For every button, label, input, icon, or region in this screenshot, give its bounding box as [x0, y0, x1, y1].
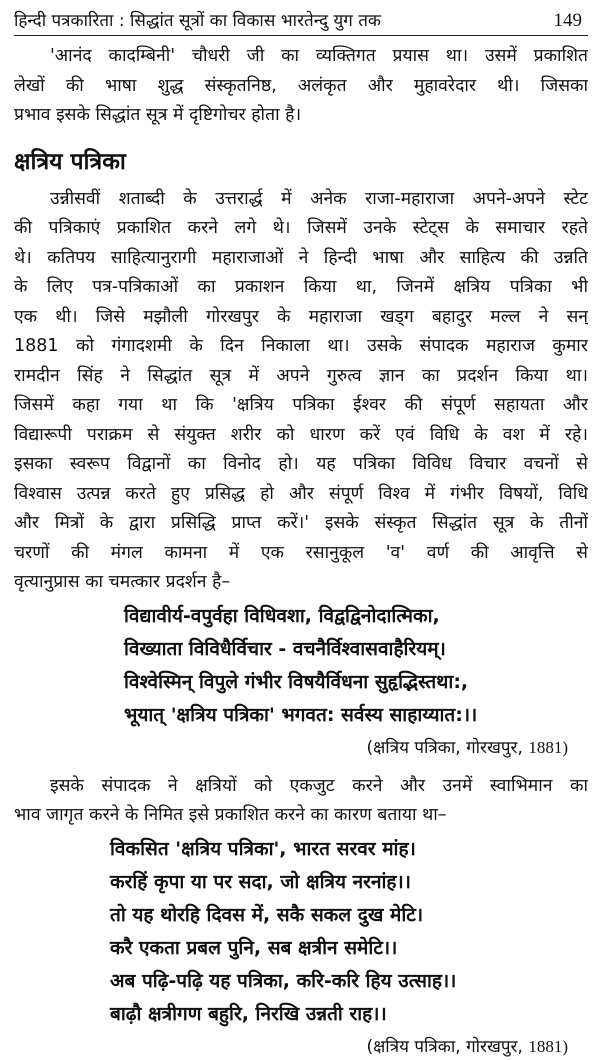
text-line: प्रभाव इसके सिद्धांत सूत्र में दृष्टिगोचर होता है।: [14, 105, 302, 125]
citation-source: (क्षत्रिय पत्रिका, गोरखपुर,: [366, 1036, 523, 1057]
verse-line: भूयात् 'क्षत्रिय पत्रिका' भगवत: सर्वस्य साहाय्यात:।।: [124, 703, 478, 726]
section-heading: क्षत्रिय पत्रिका: [14, 148, 126, 175]
text-line: की पत्रिकाएं प्रकाशित करने लगे थे। जिसमें उनके स्टेट्स के समाचार रहते: [14, 218, 588, 238]
verse-line: करहिं कृपा या पर सदा, जो क्षत्रिय नरनांह।।: [110, 870, 411, 893]
text-line: 1881 को गंगादशमी के दिन निकाला था। उसके संपादक महाराज कुमार: [14, 336, 588, 356]
hindi-verse: [110, 833, 588, 1031]
text-line: विद्यारूपी पराक्रम से संयुक्त शरीर को धारण करें एवं विधि के वश में रहे।: [14, 424, 588, 445]
text-line: 'आनंद कादम्बिनी' चौधरी जी का व्यक्तिगत प्रयास था। उसमें प्रकाशित: [50, 46, 588, 66]
text-line: चरणों की मंगल कामना में एक रसानुकूल 'व' वर्ण की आवृत्ति से: [14, 542, 588, 563]
text-line: एक थी। जिसे मझौली गोरखपुर के महाराजा खड्ग बहादुर मल्ल ने सन्: [14, 306, 588, 327]
text-line: लेखों की भाषा शुद्ध संस्कृतनिष्ठ, अलंकृत और मुहावरेदार थी। जिसका: [14, 75, 588, 96]
verse-line: करै एकता प्रबल पुनि, सब क्षत्रीन समेटि।।: [110, 936, 398, 959]
verse-line: बाढ़ौ क्षत्रीगण बहुरि, निरखि उन्नती राह।।: [110, 1002, 387, 1025]
page-number: 149: [553, 10, 582, 31]
running-title: हिन्दी पत्रकारिता : सिद्धांत सूत्रों का विकास भारतेन्दु युग तक: [14, 11, 381, 31]
verse-line: अब पढ़ि-पढ़ि यह पत्रिका, करि-करि हिय उत्साह।।: [110, 969, 457, 992]
text-line: भाव जागृत करने के निमित इसे प्रकाशित करने का कारण बताया था–: [14, 805, 447, 825]
intro-paragraph: [14, 42, 588, 131]
text-line: वृत्यानुप्रास का चमत्कार प्रदर्शन है–: [14, 572, 231, 592]
running-header: [14, 10, 588, 36]
verse-line: विख्याता विविधैर्विचार - वचनैर्विश्वासवाहैरियम्।: [124, 637, 446, 660]
text-line: विश्वास उत्पन्न करते हुए प्रसिद्ध हो और संपूर्ण विश्व में गंभीर विषयों, विधि: [14, 483, 588, 504]
text-line: थे। कतिपय साहित्यानुरागी महाराजाओं ने हिन्दी भाषा और साहित्य की उन्नति: [14, 247, 588, 268]
verse-citation: [14, 734, 588, 762]
text-line: इसके संपादक ने क्षत्रियों को एकजुट करने और उनमें स्वाभिमान का: [50, 775, 588, 796]
text-line: उन्नीसवीं शताब्दी के उत्तरार्द्ध में अनेक राजा-महाराजा अपने-अपने स्टेट: [50, 188, 588, 209]
text-line: जिसमें कहा गया था कि 'क्षत्रिय पत्रिका ईश्वर की संपूर्ण सहायता और: [14, 395, 588, 415]
citation-year: 1881): [528, 1036, 568, 1056]
text-line: और मित्रों के द्वारा प्रसिद्धि प्राप्त करें।' इसके संस्कृत सिद्धांत सूत्र के तीनों: [14, 513, 588, 533]
second-paragraph: [14, 772, 588, 831]
text-line: के लिए पत्र-पत्रिकाओं का प्रकाशन किया था, जिनमें क्षत्रिय पत्रिका भी: [14, 277, 588, 297]
verse-line: तो यह थोरहि दिवस में, सकै सकल दुख मेटि।: [110, 903, 424, 926]
verse-line: विद्यावीर्य-वपुर्वहा विधिवशा, विद्वद्विनोदात्मिका,: [124, 604, 440, 627]
main-paragraph: [14, 185, 588, 598]
sanskrit-verse: [124, 600, 588, 732]
verse-line: विकसित 'क्षत्रिय पत्रिका', भारत सरवर मांह।: [110, 837, 416, 860]
text-line: इसका स्वरूप विद्वानों का विनोद हो। यह पत्रिका विविध विचार वचनों से: [14, 454, 588, 474]
verse-citation: [14, 1033, 588, 1061]
verse-line: विश्वेस्मिन् विपुले गंभीर विषयैर्विधना सुहृद्भिस्तथा:,: [124, 670, 469, 693]
text-line: रामदीन सिंह ने सिद्धांत सूत्र में अपने गुरुत्व ज्ञान का प्रदर्शन किया था।: [14, 365, 588, 386]
citation-year: 1881): [528, 737, 568, 757]
citation-source: (क्षत्रिय पत्रिका, गोरखपुर,: [366, 737, 523, 758]
